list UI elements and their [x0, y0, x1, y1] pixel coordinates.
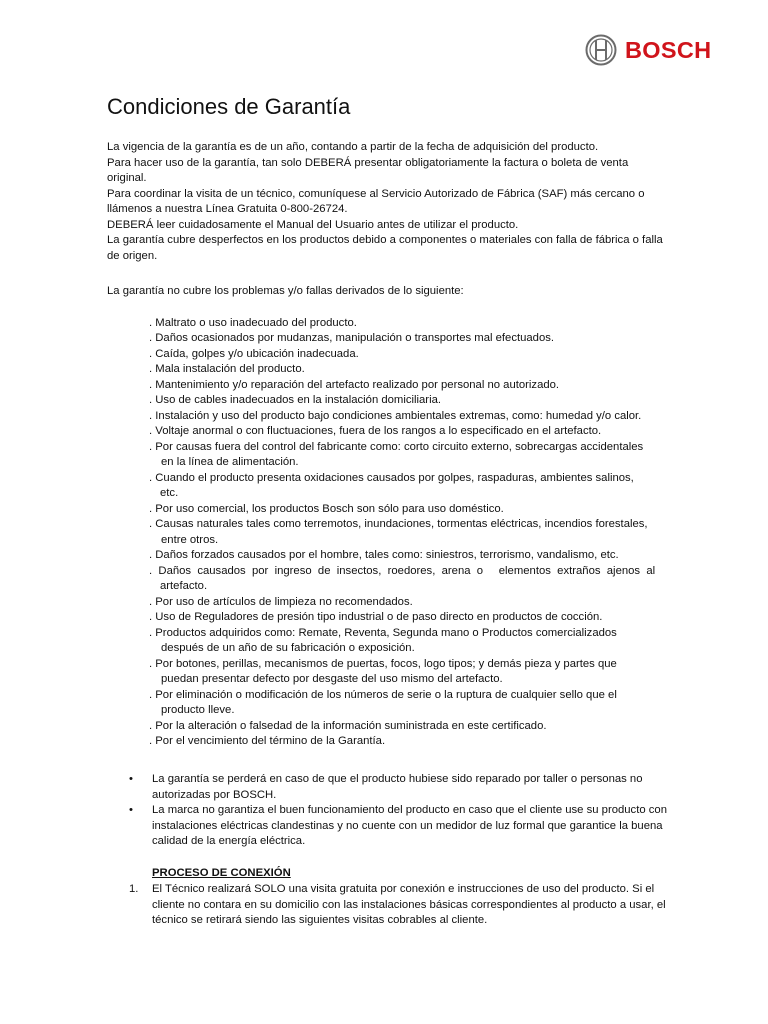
exclusion-item: . Daños forzados causados por el hombre, tales como: siniestros, terrorismo, vandalismo, etc.	[149, 549, 619, 561]
warranty-loss-bullets	[107, 772, 667, 850]
exclusion-item: . Por el vencimiento del término de la Garantía.	[149, 735, 386, 747]
exclusion-item: . Uso de Reguladores de presión tipo industrial o de paso directo en productos de cocción.	[149, 611, 603, 623]
bullet-marker: •	[129, 773, 133, 785]
exclusion-item: . Causas naturales tales como terremotos, inundaciones, tormentas eléctricas, incendios forestales,	[149, 518, 648, 530]
exclusion-item: . Mala instalación del producto.	[149, 363, 305, 375]
intro-line: Para hacer uso de la garantía, tan solo DEBERÁ presentar obligatoriamente la factura o boleta de venta original.	[107, 156, 629, 184]
exclusion-item: . Productos adquiridos como: Remate, Reventa, Segunda mano o Productos comercializados	[149, 626, 617, 639]
bullet-marker: •	[129, 804, 133, 816]
intro-line: La garantía cubre desperfectos en los productos debido a componentes o materiales con falla de fábrica o falla de origen.	[107, 234, 663, 262]
exclusion-item-continuation: puedan presentar defecto por desgaste del uso mismo del artefacto.	[161, 673, 503, 685]
exclusion-item-continuation: producto lleve.	[161, 704, 235, 716]
exclusion-item-continuation: en la línea de alimentación.	[161, 456, 299, 468]
page-title: Condiciones de Garantía	[107, 94, 351, 119]
exclusion-item: . Daños causados por ingreso de insectos, roedores, arena o elementos extraños ajenos al	[149, 564, 656, 577]
bosch-wordmark: BOSCH	[625, 36, 712, 63]
bullet-item	[107, 803, 667, 850]
exclusion-item-continuation: etc.	[160, 487, 179, 499]
exclusion-item-continuation: entre otros.	[161, 533, 219, 546]
exclusion-item: . Por causas fuera del control del fabricante como: corto circuito externo, sobrecargas accidentales	[149, 440, 644, 453]
bosch-armature-icon	[585, 34, 617, 66]
exclusion-item: . Por botones, perillas, mecanismos de puertas, focos, logo tipos; y demás pieza y partes que	[149, 657, 617, 670]
intro-line: La vigencia de la garantía es de un año, contando a partir de la fecha de adquisición del producto.	[107, 141, 599, 153]
numbered-item	[107, 882, 667, 929]
exclusion-item: . Maltrato o uso inadecuado del producto.	[149, 316, 357, 329]
exclusion-item: . Por uso comercial, los productos Bosch son sólo para uso doméstico.	[149, 502, 504, 515]
intro-paragraphs	[107, 140, 667, 264]
item-number: 1.	[129, 883, 139, 895]
bosch-logo	[585, 34, 711, 66]
exclusion-item: . Daños ocasionados por mudanzas, manipulación o transportes mal efectuados.	[149, 332, 555, 344]
bullet-item	[107, 772, 667, 803]
bullet-text: La marca no garantiza el buen funcionamiento del producto en caso que el cliente use su producto con instalaciones eléctricas clandestinas y no cuente con un medidor de luz formal que garantice la buena calidad de la energía eléctrica.	[152, 804, 667, 847]
exclusion-item: . Por uso de artículos de limpieza no recomendados.	[149, 595, 413, 608]
exclusion-item: . Caída, golpes y/o ubicación inadecuada.	[149, 347, 359, 360]
exclusion-item-continuation: después de un año de su fabricación o exposición.	[161, 642, 415, 654]
exclusions-intro: La garantía no cubre los problemas y/o fallas derivados de lo siguiente:	[107, 285, 464, 297]
exclusion-item-continuation: artefacto.	[160, 580, 208, 592]
exclusion-item: . Por la alteración o falsedad de la información suministrada en este certificado.	[149, 719, 547, 732]
exclusion-item: . Voltaje anormal o con fluctuaciones, fuera de los rangos a lo especificado en el artefacto.	[149, 425, 602, 437]
item-text: El Técnico realizará SOLO una visita gratuita por conexión e instrucciones de uso del producto. Si el cliente no contara en su domicilio con las instalaciones básicas correspondientes al producto a usar, el técnico se retirará siendo las siguientes visitas cobrables al cliente.	[152, 883, 666, 926]
exclusion-item: . Instalación y uso del producto bajo condiciones ambientales extremas, como: humedad y/o calor.	[149, 409, 642, 422]
exclusion-item: . Cuando el producto presenta oxidaciones causados por golpes, raspaduras, ambientes salinos,	[149, 471, 634, 484]
bullet-text: La garantía se perderá en caso de que el producto hubiese sido reparado por taller o personas no autorizadas por BOSCH.	[152, 773, 643, 801]
exclusion-item: . Uso de cables inadecuados en la instalación domiciliaria.	[149, 394, 442, 406]
exclusion-item: . Por eliminación o modificación de los números de serie o la ruptura de cualquier sello que el	[149, 688, 617, 701]
exclusions-list	[149, 316, 669, 750]
intro-line: Para coordinar la visita de un técnico, comuníquese al Servicio Autorizado de Fábrica (SAF) más cercano o llámenos a nuestra Línea Gratuita 0-800-26724.	[107, 187, 645, 215]
exclusion-item: . Mantenimiento y/o reparación del artefacto realizado por personal no autorizado.	[149, 378, 560, 391]
section-heading: PROCESO DE CONEXIÓN	[152, 867, 291, 879]
intro-line: DEBERÁ leer cuidadosamente el Manual del Usuario antes de utilizar el producto.	[107, 218, 519, 231]
